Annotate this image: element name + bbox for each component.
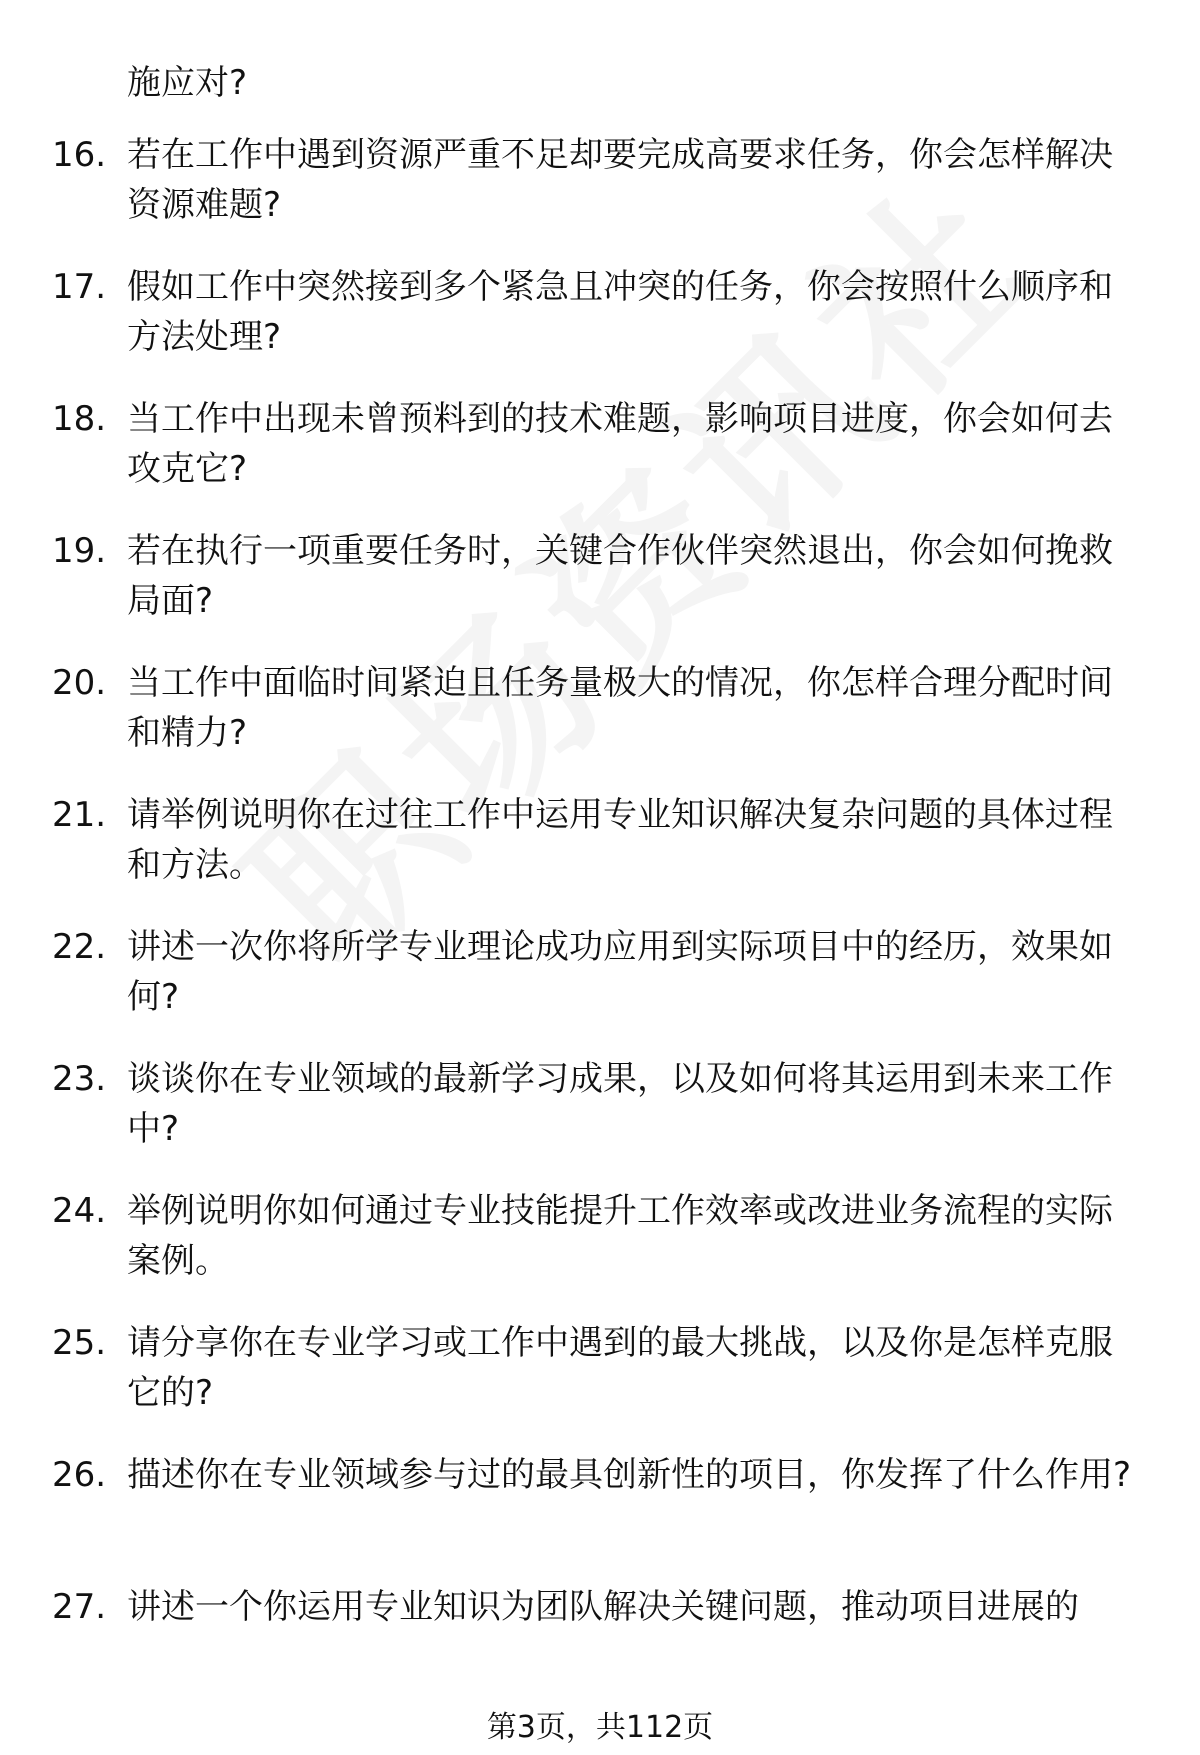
question-text: 讲述一个你运用专业知识为团队解决关键问题，推动项目进展的	[127, 1587, 1079, 1627]
question-text: 当工作中出现未曾预料到的技术难题，影响项目进度，你会如何去攻克它?	[127, 399, 1113, 489]
question-number: 22.	[52, 927, 107, 967]
question-text: 举例说明你如何通过专业技能提升工作效率或改进业务流程的实际案例。	[127, 1191, 1113, 1281]
question-number: 23.	[52, 1059, 107, 1099]
question-text: 当工作中面临时间紧迫且任务量极大的情况，你怎样合理分配时间和精力?	[127, 663, 1113, 753]
question-number: 17.	[52, 267, 107, 307]
question-number: 27.	[52, 1587, 107, 1627]
question-text: 请举例说明你在过往工作中运用专业知识解决复杂问题的具体过程和方法。	[127, 795, 1113, 885]
question-number: 25.	[52, 1323, 107, 1363]
question-number: 24.	[52, 1191, 107, 1231]
continuation-text: 施应对?	[127, 63, 248, 103]
question-text: 若在工作中遇到资源严重不足却要完成高要求任务，你会怎样解决资源难题?	[127, 135, 1113, 225]
question-number: 26.	[52, 1455, 107, 1495]
question-number: 21.	[52, 795, 107, 835]
question-text: 谈谈你在专业领域的最新学习成果，以及如何将其运用到未来工作中?	[127, 1059, 1113, 1149]
question-number: 19.	[52, 531, 107, 571]
question-number: 20.	[52, 663, 107, 703]
question-text: 请分享你在专业学习或工作中遇到的最大挑战，以及你是怎样克服它的?	[127, 1323, 1113, 1413]
question-text: 假如工作中突然接到多个紧急且冲突的任务，你会按照什么顺序和方法处理?	[127, 267, 1113, 357]
question-text: 讲述一次你将所学专业理论成功应用到实际项目中的经历，效果如何?	[127, 927, 1113, 1017]
question-number: 18.	[52, 399, 107, 439]
question-text: 描述你在专业领域参与过的最具创新性的项目，你发挥了什么作用?	[127, 1455, 1132, 1495]
question-text: 若在执行一项重要任务时，关键合作伙伴突然退出，你会如何挽救局面?	[127, 531, 1113, 621]
question-number: 16.	[52, 135, 107, 175]
page-footer: 第3页，共112页	[486, 1710, 714, 1745]
